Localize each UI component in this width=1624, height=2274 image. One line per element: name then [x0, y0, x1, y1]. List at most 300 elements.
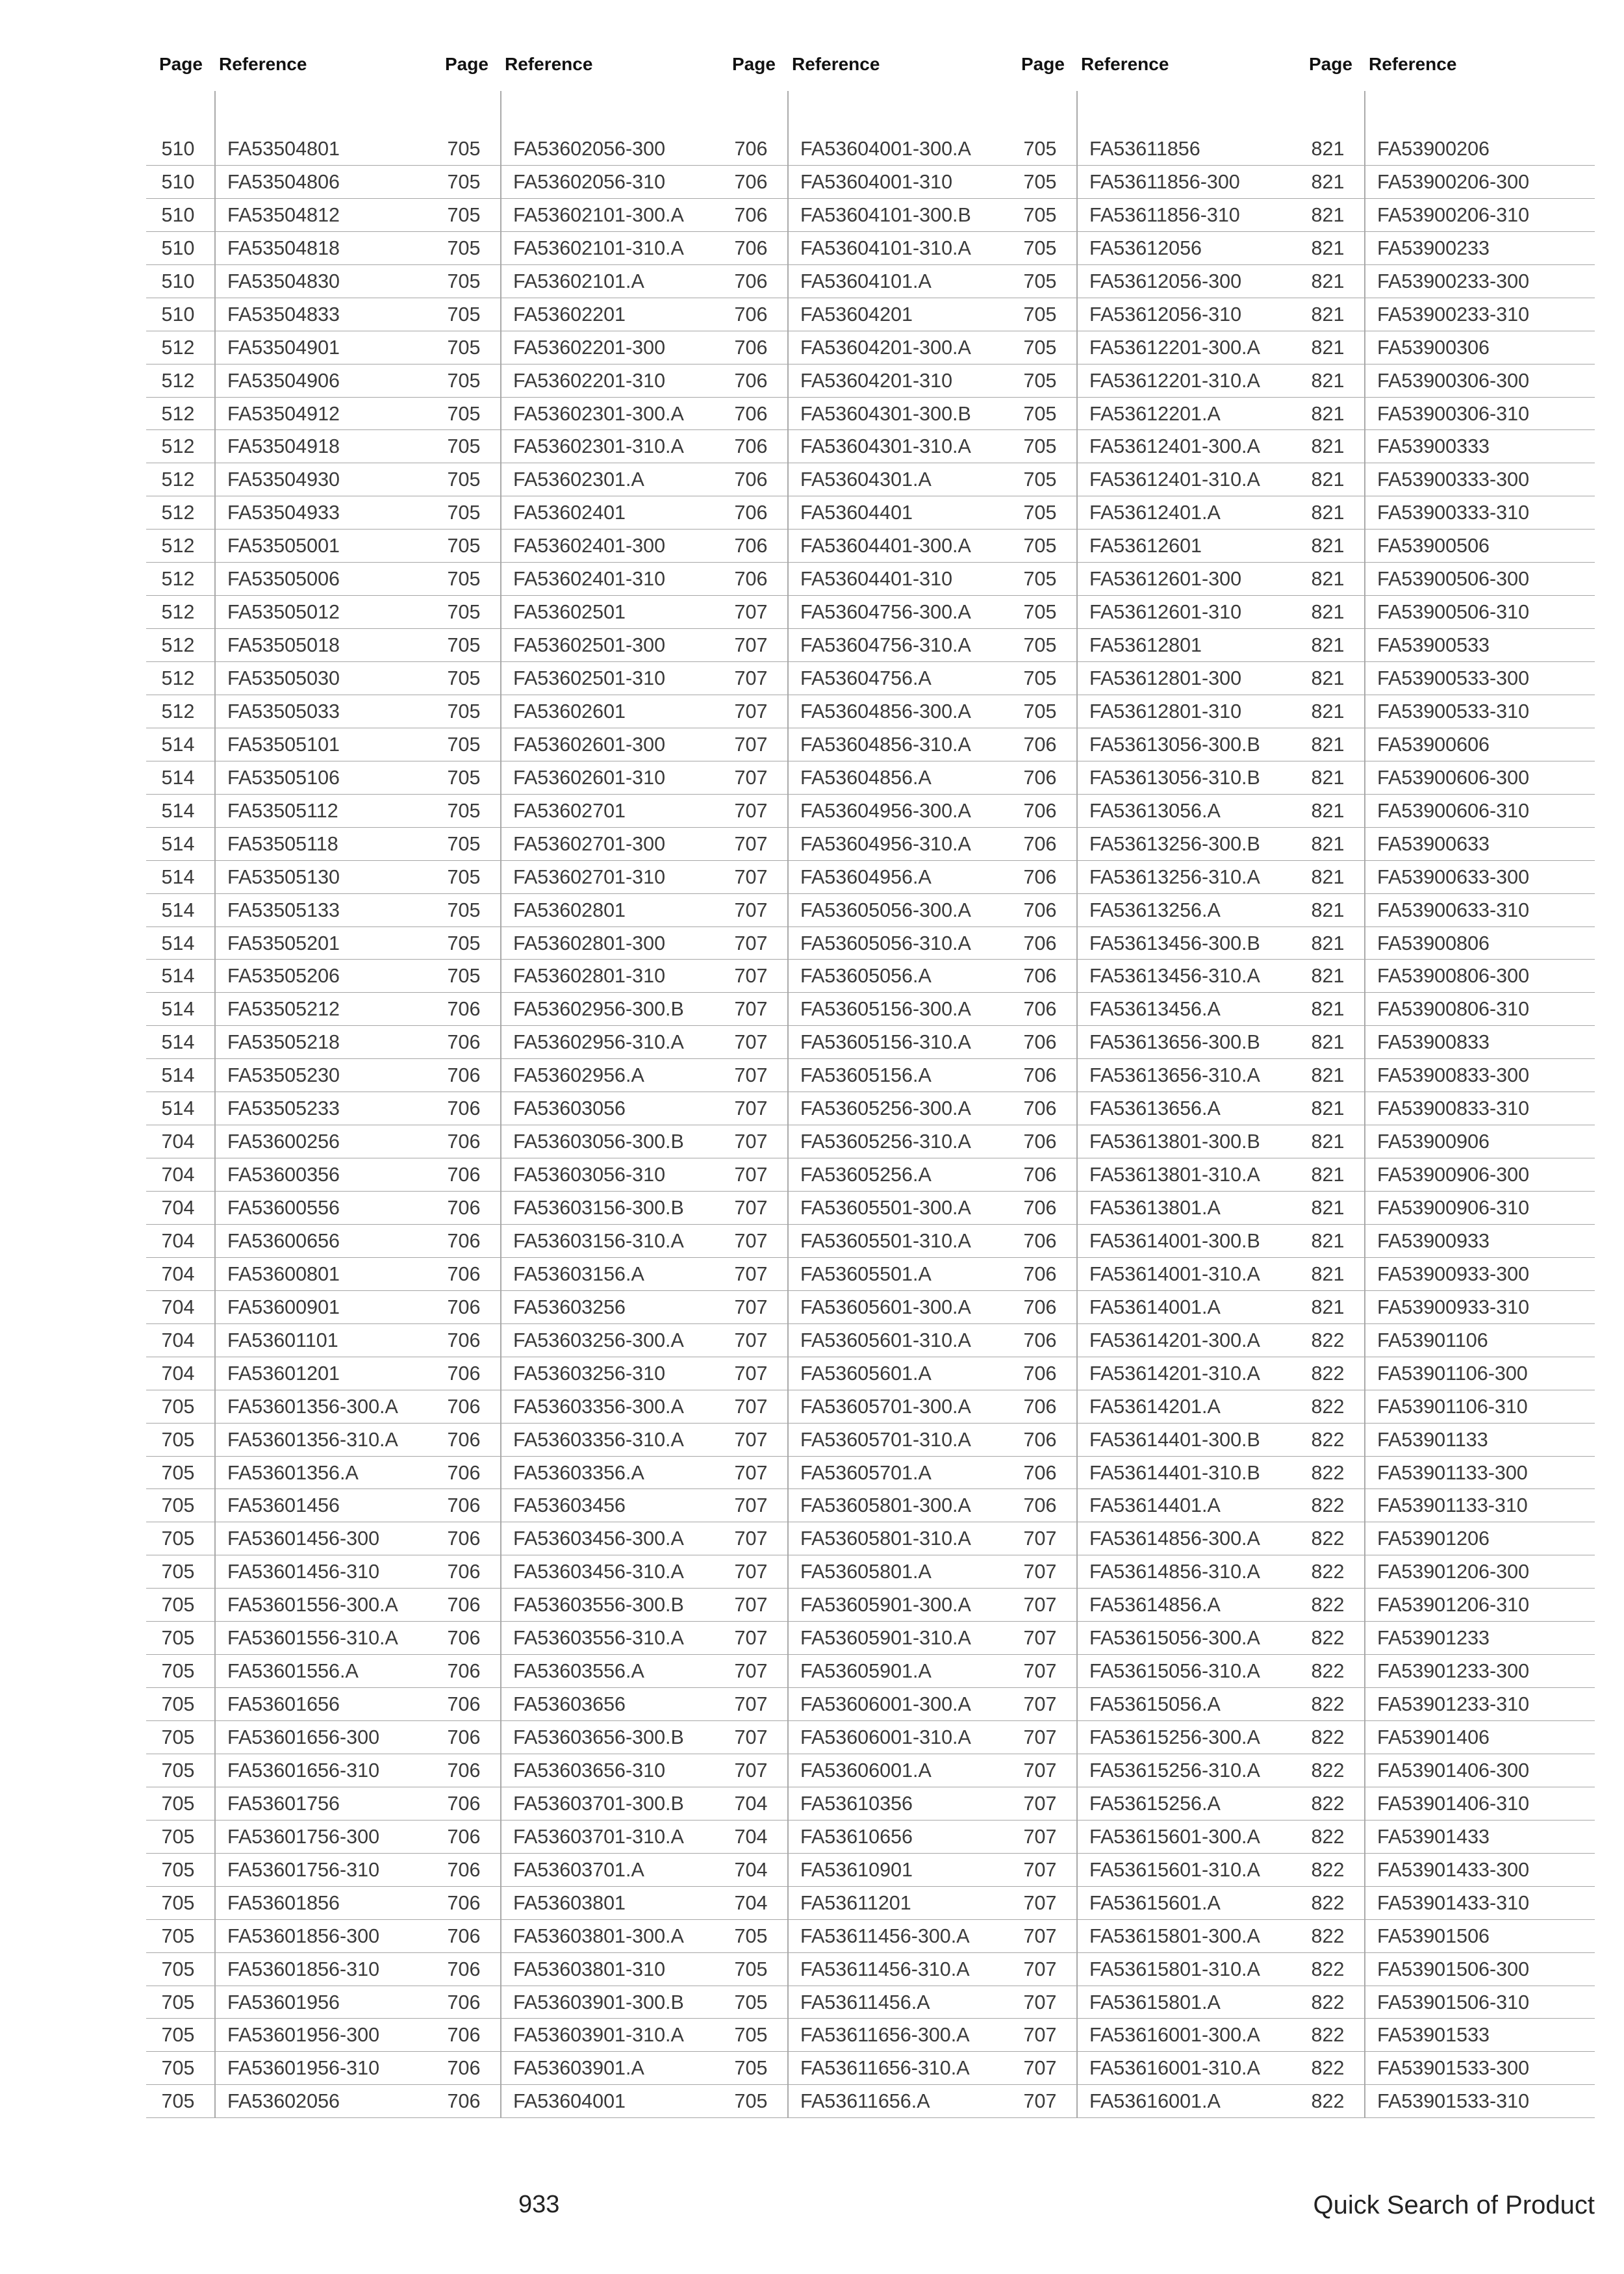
reference-cell: FA53612056-300 — [1089, 270, 1242, 292]
table-row — [719, 1953, 1008, 1986]
page-cell: 705 — [447, 700, 481, 722]
page-cell: 707 — [734, 1494, 768, 1517]
reference-cell: FA53605156-300.A — [800, 998, 971, 1021]
reference-cell: FA53601756-300 — [227, 1825, 380, 1848]
reference-cell: FA53901133-310 — [1377, 1494, 1528, 1517]
table-row — [719, 1589, 1008, 1622]
table-row — [146, 1887, 432, 1920]
reference-cell: FA53615256-300.A — [1089, 1726, 1260, 1748]
page-cell: 822 — [1311, 1792, 1345, 1815]
reference-cell: FA53604201 — [800, 303, 913, 326]
page-cell: 707 — [1023, 1759, 1057, 1782]
page-cell: 514 — [161, 733, 195, 756]
table-row — [719, 960, 1008, 993]
reference-cell: FA53603701-310.A — [513, 1825, 684, 1848]
reference-cell: FA53602956.A — [513, 1064, 644, 1087]
reference-cell: FA53614401-300.B — [1089, 1428, 1260, 1451]
reference-cell: FA53505130 — [227, 865, 340, 888]
table-row — [432, 861, 719, 894]
page-cell: 707 — [734, 865, 768, 888]
table-row — [1296, 1688, 1595, 1721]
page-cell: 706 — [734, 303, 768, 326]
table-row — [1008, 828, 1296, 861]
table-row — [146, 1555, 432, 1589]
reference-cell: FA53901433-300 — [1377, 1858, 1530, 1881]
table-row — [146, 662, 432, 695]
page-cell: 706 — [447, 1164, 481, 1186]
page-cell: 706 — [734, 568, 768, 591]
page-cell: 704 — [161, 1131, 195, 1153]
table-row — [719, 1655, 1008, 1688]
reference-cell: FA53900306-300 — [1377, 369, 1530, 392]
reference-cell: FA53504933 — [227, 502, 340, 524]
page-cell: 705 — [447, 502, 481, 524]
page-cell: 705 — [161, 1395, 195, 1418]
page-cell: 707 — [1023, 1991, 1057, 2013]
reference-cell: FA53900606-300 — [1377, 766, 1530, 789]
table-row — [432, 1059, 719, 1092]
page-cell: 821 — [1311, 1131, 1345, 1153]
page-cell: 706 — [447, 998, 481, 1021]
page-cell: 705 — [447, 203, 481, 226]
table-row — [432, 398, 719, 431]
page-cell: 707 — [734, 1428, 768, 1451]
page-cell: 707 — [1023, 2024, 1057, 2047]
table-row — [1008, 1721, 1296, 1754]
reference-cell: FA53615056-310.A — [1089, 1660, 1260, 1683]
header-page-label: Page — [445, 54, 488, 74]
reference-cell: FA53603656-300.B — [513, 1726, 684, 1748]
reference-cell: FA53901133-300 — [1377, 1461, 1528, 1484]
page-cell: 705 — [447, 733, 481, 756]
table-row — [432, 1225, 719, 1258]
page-cell: 707 — [734, 1164, 768, 1186]
table-row — [146, 1721, 432, 1754]
table-row — [1008, 398, 1296, 431]
page-cell: 512 — [161, 369, 195, 392]
page-cell: 821 — [1311, 1197, 1345, 1219]
table-row — [432, 1854, 719, 1887]
page-cell: 821 — [1311, 700, 1345, 722]
table-row — [146, 795, 432, 828]
table-row — [432, 1887, 719, 1920]
page-cell: 510 — [161, 170, 195, 193]
reference-cell: FA53900233-300 — [1377, 270, 1530, 292]
table-row — [1008, 1555, 1296, 1589]
reference-cell: FA53605056-300.A — [800, 899, 971, 921]
table-row — [146, 1390, 432, 1424]
page-cell: 705 — [161, 2057, 195, 2080]
table-row — [719, 1920, 1008, 1953]
table-row — [1008, 761, 1296, 795]
reference-cell: FA53605256-300.A — [800, 1097, 971, 1120]
page-cell: 822 — [1311, 1594, 1345, 1616]
reference-cell: FA53901206 — [1377, 1527, 1490, 1550]
page-cell: 705 — [1023, 601, 1057, 624]
reference-cell: FA53615601-300.A — [1089, 1825, 1260, 1848]
page-cell: 706 — [734, 435, 768, 458]
page-cell: 821 — [1311, 402, 1345, 425]
reference-cell: FA53603356.A — [513, 1461, 644, 1484]
reference-cell: FA53900206-300 — [1377, 170, 1530, 193]
reference-cell: FA53603456-310.A — [513, 1561, 684, 1583]
page-cell: 514 — [161, 998, 195, 1021]
table-row — [1296, 1787, 1595, 1820]
page-cell: 705 — [1023, 468, 1057, 491]
reference-cell: FA53600356 — [227, 1164, 340, 1186]
table-row — [146, 960, 432, 993]
reference-cell: FA53615256.A — [1089, 1792, 1221, 1815]
reference-cell: FA53505201 — [227, 932, 340, 954]
reference-cell: FA53601356.A — [227, 1461, 359, 1484]
reference-cell: FA53603801-300.A — [513, 1924, 684, 1947]
page-cell: 822 — [1311, 1461, 1345, 1484]
reference-cell: FA53611656-310.A — [800, 2057, 970, 2080]
table-row — [1296, 1158, 1595, 1192]
table-row — [1008, 1953, 1296, 1986]
reference-cell: FA53603056-300.B — [513, 1131, 684, 1153]
page-cell: 706 — [1023, 733, 1057, 756]
page-cell: 510 — [161, 236, 195, 259]
table-row — [146, 861, 432, 894]
table-row — [719, 1357, 1008, 1390]
reference-cell: FA53901206-310 — [1377, 1594, 1530, 1616]
page-cell: 707 — [1023, 1594, 1057, 1616]
page-cell: 822 — [1311, 1561, 1345, 1583]
page-cell: 705 — [161, 1660, 195, 1683]
page-cell: 706 — [447, 1229, 481, 1252]
page-cell: 705 — [734, 1958, 768, 1980]
table-row — [1008, 1986, 1296, 2019]
reference-cell: FA53603356-300.A — [513, 1395, 684, 1418]
column-header — [1008, 54, 1296, 80]
reference-cell: FA53614001-300.B — [1089, 1229, 1260, 1252]
table-row — [1008, 1854, 1296, 1887]
reference-cell: FA53605801.A — [800, 1561, 932, 1583]
table-row — [432, 1489, 719, 1522]
table-row — [1296, 1125, 1595, 1158]
page-cell: 822 — [1311, 1891, 1345, 1914]
table-row — [719, 1522, 1008, 1555]
table-row — [432, 331, 719, 364]
reference-cell: FA53602801 — [513, 899, 626, 921]
reference-cell: FA53900906-310 — [1377, 1197, 1530, 1219]
page-cell: 822 — [1311, 1825, 1345, 1848]
page-cell: 821 — [1311, 832, 1345, 855]
reference-cell: FA53606001-300.A — [800, 1693, 971, 1716]
reference-cell: FA53901506-300 — [1377, 1958, 1530, 1980]
reference-cell: FA53602801-300 — [513, 932, 666, 954]
page-cell: 705 — [447, 832, 481, 855]
page-cell: 707 — [734, 1561, 768, 1583]
table-row — [432, 1589, 719, 1622]
page-cell: 822 — [1311, 2024, 1345, 2047]
page-cell: 706 — [1023, 1064, 1057, 1087]
reference-cell: FA53605801-300.A — [800, 1494, 971, 1517]
reference-cell: FA53612201-300.A — [1089, 336, 1260, 359]
table-row — [719, 298, 1008, 331]
table-row — [432, 133, 719, 166]
reference-cell: FA53605901-300.A — [800, 1594, 971, 1616]
reference-cell: FA53505233 — [227, 1097, 340, 1120]
row-list — [1008, 133, 1296, 2118]
reference-cell: FA53605501-310.A — [800, 1229, 971, 1252]
reference-cell: FA53613656.A — [1089, 1097, 1221, 1120]
column-header — [719, 54, 1008, 80]
table-row — [1008, 1357, 1296, 1390]
table-row — [1296, 298, 1595, 331]
table-row — [1296, 828, 1595, 861]
table-row — [146, 496, 432, 530]
table-row — [1296, 1026, 1595, 1059]
page-cell: 705 — [161, 1561, 195, 1583]
table-row — [146, 894, 432, 927]
page-cell: 706 — [447, 1627, 481, 1650]
page-cell: 514 — [161, 799, 195, 822]
reference-cell: FA53612401-300.A — [1089, 435, 1260, 458]
page-cell: 706 — [734, 236, 768, 259]
page-cell: 821 — [1311, 1296, 1345, 1318]
table-row — [432, 1986, 719, 2019]
page-cell: 704 — [161, 1362, 195, 1385]
column-header — [146, 54, 432, 80]
table-row — [1296, 1754, 1595, 1787]
page-cell: 821 — [1311, 270, 1345, 292]
reference-cell: FA53901533 — [1377, 2024, 1490, 2047]
table-row — [719, 398, 1008, 431]
table-row — [146, 1158, 432, 1192]
table-row — [1296, 232, 1595, 265]
page-cell: 706 — [447, 1362, 481, 1385]
table-row — [719, 1092, 1008, 1125]
table-row — [1008, 695, 1296, 728]
reference-cell: FA53504833 — [227, 303, 340, 326]
table-row — [1008, 298, 1296, 331]
reference-cell: FA53504812 — [227, 203, 340, 226]
reference-cell: FA53601556-310.A — [227, 1627, 398, 1650]
page-cell: 705 — [1023, 535, 1057, 557]
table-row — [1296, 993, 1595, 1026]
page-cell: 822 — [1311, 1693, 1345, 1716]
page-cell: 821 — [1311, 170, 1345, 193]
table-row — [432, 1721, 719, 1754]
reference-cell: FA53602201-310 — [513, 369, 666, 392]
table-row — [719, 1390, 1008, 1424]
reference-cell: FA53613801.A — [1089, 1197, 1221, 1219]
page-cell: 707 — [734, 1064, 768, 1087]
table-row — [146, 1787, 432, 1820]
page-cell: 821 — [1311, 865, 1345, 888]
table-row — [719, 430, 1008, 463]
page-cell: 706 — [734, 502, 768, 524]
reference-cell: FA53602101-310.A — [513, 236, 684, 259]
reference-cell: FA53605601-310.A — [800, 1329, 971, 1351]
page-cell: 707 — [734, 1726, 768, 1748]
reference-cell: FA53602601 — [513, 700, 626, 722]
table-row — [719, 232, 1008, 265]
reference-cell: FA53604301.A — [800, 468, 932, 491]
reference-cell: FA53613456.A — [1089, 998, 1221, 1021]
reference-cell: FA53612601-310 — [1089, 601, 1242, 624]
table-row — [1296, 1953, 1595, 1986]
reference-cell: FA53601856 — [227, 1891, 340, 1914]
reference-cell: FA53901133 — [1377, 1428, 1488, 1451]
table-row — [1296, 2085, 1595, 2118]
page-cell: 704 — [161, 1164, 195, 1186]
reference-cell: FA53601456-300 — [227, 1527, 380, 1550]
table-row — [432, 728, 719, 761]
reference-cell: FA53601956 — [227, 1991, 340, 2013]
table-row — [432, 2085, 719, 2118]
page-cell: 705 — [447, 766, 481, 789]
reference-cell: FA53900933-300 — [1377, 1262, 1530, 1285]
page-cell: 822 — [1311, 1494, 1345, 1517]
page-cell: 706 — [447, 1494, 481, 1517]
page-cell: 706 — [1023, 799, 1057, 822]
table-row — [432, 1688, 719, 1721]
table-row — [1296, 1655, 1595, 1688]
reference-cell: FA53900833 — [1377, 1031, 1490, 1054]
reference-cell: FA53612201.A — [1089, 402, 1221, 425]
table-row — [1296, 331, 1595, 364]
page-cell: 704 — [161, 1262, 195, 1285]
table-row — [719, 1125, 1008, 1158]
reference-cell: FA53505133 — [227, 899, 340, 921]
header-reference-label: Reference — [505, 54, 593, 74]
table-row — [432, 1258, 719, 1291]
page-cell: 707 — [734, 1229, 768, 1252]
page-cell: 706 — [734, 270, 768, 292]
table-row — [146, 1489, 432, 1522]
page-cell: 821 — [1311, 733, 1345, 756]
table-row — [1296, 861, 1595, 894]
page-cell: 705 — [161, 1494, 195, 1517]
reference-cell: FA53900806-310 — [1377, 998, 1530, 1021]
reference-cell: FA53900906-300 — [1377, 1164, 1530, 1186]
page-cell: 706 — [447, 1891, 481, 1914]
page-cell: 705 — [161, 2024, 195, 2047]
page-cell: 822 — [1311, 1660, 1345, 1683]
page-cell: 705 — [1023, 634, 1057, 657]
page-cell: 822 — [1311, 1362, 1345, 1385]
reference-cell: FA53602301-310.A — [513, 435, 684, 458]
reference-cell: FA53604301-300.B — [800, 402, 971, 425]
reference-cell: FA53900633-310 — [1377, 899, 1530, 921]
page-cell: 707 — [734, 1031, 768, 1054]
reference-cell: FA53900333-310 — [1377, 502, 1530, 524]
page-cell: 705 — [734, 1924, 768, 1947]
reference-cell: FA53601756-310 — [227, 1858, 380, 1881]
table-row — [146, 1754, 432, 1787]
reference-cell: FA53603056 — [513, 1097, 626, 1120]
table-row — [719, 1820, 1008, 1854]
table-row — [1296, 1920, 1595, 1953]
table-row — [719, 530, 1008, 563]
page-cell: 707 — [1023, 2057, 1057, 2080]
table-row — [1296, 1258, 1595, 1291]
page-cell: 821 — [1311, 634, 1345, 657]
page-cell: 707 — [734, 601, 768, 624]
page-cell: 706 — [447, 1792, 481, 1815]
table-row — [146, 695, 432, 728]
page-cell: 510 — [161, 270, 195, 292]
table-row — [146, 629, 432, 662]
table-row — [1296, 1986, 1595, 2019]
table-row — [719, 166, 1008, 199]
table-row — [146, 298, 432, 331]
page-cell: 707 — [734, 832, 768, 855]
reference-cell: FA53900806 — [1377, 932, 1490, 954]
reference-cell: FA53611856 — [1089, 138, 1200, 160]
header-reference-label: Reference — [792, 54, 880, 74]
reference-cell: FA53614856.A — [1089, 1594, 1221, 1616]
reference-cell: FA53603656-310 — [513, 1759, 666, 1782]
reference-cell: FA53900533-310 — [1377, 700, 1530, 722]
page-cell: 514 — [161, 832, 195, 855]
table-row — [146, 1291, 432, 1324]
reference-cell: FA53605156-310.A — [800, 1031, 971, 1054]
page-cell: 704 — [161, 1296, 195, 1318]
reference-cell: FA53900633 — [1377, 832, 1490, 855]
reference-cell: FA53901106 — [1377, 1329, 1488, 1351]
table-row — [719, 1424, 1008, 1457]
page-cell: 514 — [161, 932, 195, 954]
table-row — [146, 199, 432, 232]
table-row — [146, 1324, 432, 1357]
reference-cell: FA53900833-300 — [1377, 1064, 1530, 1087]
table-row — [146, 232, 432, 265]
table-row — [719, 331, 1008, 364]
page-cell: 706 — [1023, 1197, 1057, 1219]
reference-cell: FA53605056-310.A — [800, 932, 971, 954]
reference-cell: FA53611656-300.A — [800, 2024, 970, 2047]
table-row — [146, 1589, 432, 1622]
reference-cell: FA53601456 — [227, 1494, 340, 1517]
page-cell: 706 — [447, 1958, 481, 1980]
table-row — [146, 1192, 432, 1225]
page-cell: 705 — [1023, 667, 1057, 689]
page-cell: 705 — [161, 1858, 195, 1881]
table-row — [719, 695, 1008, 728]
page-cell: 706 — [447, 1131, 481, 1153]
table-row — [432, 828, 719, 861]
reference-cell: FA53601356-300.A — [227, 1395, 398, 1418]
table-row — [719, 1457, 1008, 1490]
reference-cell: FA53901506 — [1377, 1924, 1490, 1947]
table-row — [1296, 695, 1595, 728]
reference-cell: FA53504912 — [227, 402, 340, 425]
reference-cell: FA53900633-300 — [1377, 865, 1530, 888]
reference-cell: FA53505018 — [227, 634, 340, 657]
table-row — [719, 563, 1008, 596]
reference-cell: FA53604201-300.A — [800, 336, 971, 359]
table-row — [432, 1555, 719, 1589]
table-row — [1296, 1059, 1595, 1092]
page-cell: 514 — [161, 1031, 195, 1054]
reference-cell: FA53603256-300.A — [513, 1329, 684, 1351]
table-row — [719, 1225, 1008, 1258]
table-row — [1008, 629, 1296, 662]
page-cell: 706 — [1023, 1296, 1057, 1318]
page-cell: 705 — [161, 1891, 195, 1914]
table-row — [1296, 1589, 1595, 1622]
reference-cell: FA53602301.A — [513, 468, 644, 491]
page-cell: 706 — [1023, 1262, 1057, 1285]
page-cell: 707 — [734, 733, 768, 756]
reference-cell: FA53602601-300 — [513, 733, 666, 756]
page-cell: 705 — [447, 369, 481, 392]
reference-cell: FA53601556-300.A — [227, 1594, 398, 1616]
